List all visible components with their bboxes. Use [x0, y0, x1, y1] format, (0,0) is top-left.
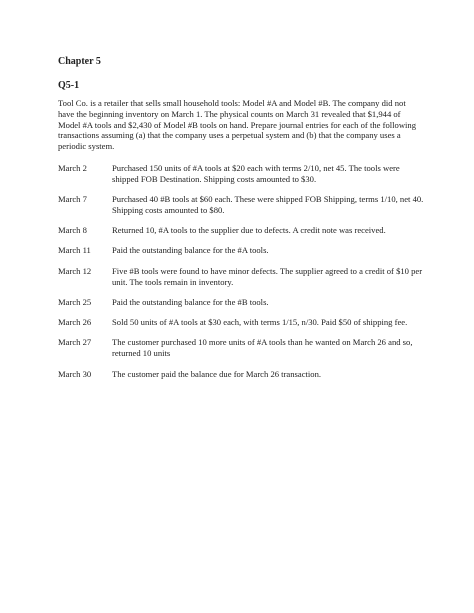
transaction-description: Purchased 40 #B tools at $60 each. These were shipped FOB Shipping, terms 1/10, net 40. Shipping costs amounted to $80. [112, 194, 424, 215]
transaction-description: Purchased 150 units of #A tools at $20 each with terms 2/10, net 45. The tools were shipped FOB Destination. Shipping costs amounted to $30. [112, 163, 400, 184]
transaction-row [58, 245, 424, 256]
transaction-date: March 2 [58, 163, 87, 173]
transaction-description: The customer paid the balance due for March 26 transaction. [112, 368, 322, 379]
transaction-date: March 8 [58, 225, 87, 236]
transaction-row [58, 225, 424, 236]
transaction-date: March 25 [58, 296, 92, 307]
transaction-description: Paid the outstanding balance for the #B tools. [112, 296, 269, 307]
transaction-description: Paid the outstanding balance for the #A tools. [112, 245, 269, 256]
transaction-description: Five #B tools were found to have minor defects. The supplier agreed to a credit of $10 per unit. The tools remain in inventory. [112, 265, 423, 287]
transaction-row [58, 163, 424, 185]
question-intro-paragraph: Tool Co. is a retailer that sells small household tools: Model #A and Model #B. The company did not have the beginning inventory on March 1. The physical counts on March 31 revealed that $1,944 of Model #A tools and $2,430 of Model #B tools on hand. Prepare journal entries for each of the following transactions assuming (a) that the company uses a perpetual system and (b) that the company uses a periodic system. [58, 98, 417, 152]
transaction-date: March 12 [58, 265, 92, 276]
transaction-date: March 11 [58, 245, 91, 256]
transaction-description: The customer purchased 10 more units of #A tools than he wanted on March 26 and so, returned 10 units [112, 337, 413, 359]
transaction-row [58, 194, 424, 216]
transaction-row [58, 297, 424, 308]
chapter-heading: Chapter 5 [58, 56, 101, 67]
transaction-date: March 27 [58, 337, 92, 348]
transaction-description: Returned 10, #A tools to the supplier due to defects. A credit note was received. [112, 225, 386, 236]
transaction-row [58, 369, 424, 380]
transaction-row [58, 337, 424, 359]
transaction-list [58, 163, 424, 389]
transaction-date: March 26 [58, 317, 92, 328]
transaction-description: Sold 50 units of #A tools at $30 each, with terms 1/15, n/30. Paid $50 of shipping fee. [112, 317, 408, 328]
transaction-date: March 7 [58, 194, 87, 205]
transaction-row [58, 317, 424, 328]
transaction-row [58, 266, 424, 288]
transaction-date: March 30 [58, 368, 92, 379]
question-number: Q5-1 [58, 80, 80, 91]
